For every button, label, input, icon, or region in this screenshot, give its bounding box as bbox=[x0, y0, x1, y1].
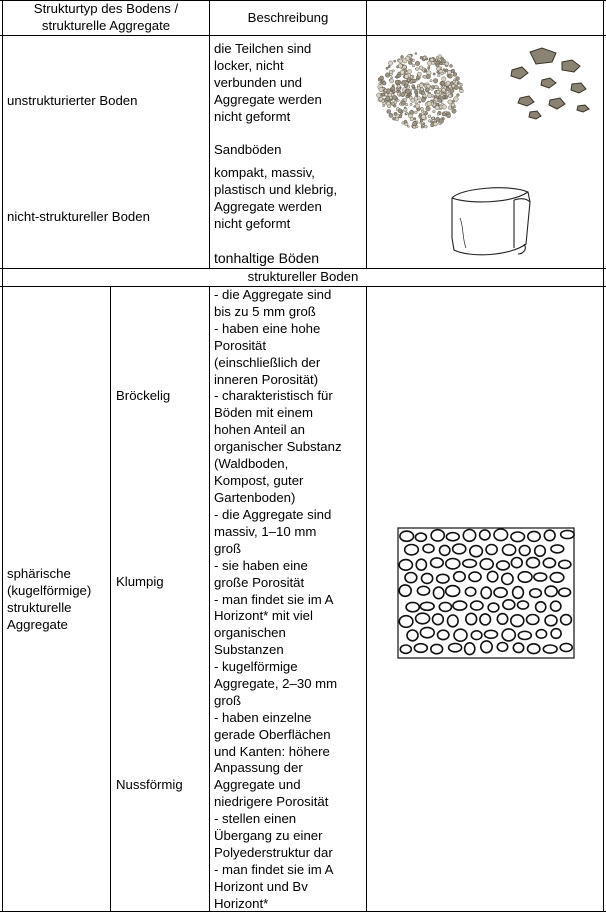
desc-line: Horizont* bbox=[214, 895, 269, 911]
column-divider-sub bbox=[110, 286, 111, 911]
desc-line: groß bbox=[214, 692, 242, 708]
desc-line: (einschließlich der bbox=[214, 354, 321, 370]
desc-line: nicht geformt bbox=[214, 215, 291, 231]
desc-line: die Teilchen sind bbox=[214, 41, 312, 56]
desc-line: groß bbox=[214, 540, 242, 556]
desc-line: organischer Substanz bbox=[214, 439, 342, 455]
header-structure-type-line2: strukturelle Aggregate bbox=[41, 17, 171, 33]
desc-line: - kugelförmige bbox=[214, 659, 298, 674]
desc-line: hohen Anteil an bbox=[214, 422, 305, 438]
row-unstructured-example: Sandböden bbox=[214, 142, 282, 157]
desc-line: Horizont* mit viel bbox=[214, 608, 313, 624]
header-divider bbox=[0, 35, 606, 36]
desc-line: Aggregate werden bbox=[214, 91, 322, 107]
row-nonstructural-label: nicht-struktureller Boden bbox=[7, 209, 150, 224]
table-border-right bbox=[603, 0, 604, 912]
desc-line: Gartenboden) bbox=[214, 489, 296, 505]
desc-line: (Waldboden, bbox=[214, 456, 289, 472]
subtype-name-nussformig: Nussförmig bbox=[116, 777, 183, 792]
desc-line: - die Aggregate sind bbox=[214, 287, 332, 302]
desc-line: Aggregate werden bbox=[214, 198, 322, 214]
header-description: Beschreibung bbox=[247, 10, 329, 25]
spherical-aggregates-illustration bbox=[394, 522, 586, 664]
desc-line: kompakt, massiv, bbox=[214, 165, 315, 180]
desc-line: verbunden und bbox=[214, 74, 302, 90]
desc-line: bis zu 5 mm groß bbox=[214, 303, 316, 319]
desc-line: Aggregate und bbox=[214, 777, 301, 793]
desc-line: - sie haben eine bbox=[214, 557, 308, 573]
desc-line: organischen bbox=[214, 625, 286, 641]
desc-line: nicht geformt bbox=[214, 108, 291, 124]
subtype-name-brockelig: Bröckelig bbox=[116, 388, 171, 403]
column-divider-2-top bbox=[366, 0, 367, 268]
desc-line: gerade Oberflächen bbox=[214, 726, 331, 742]
header-structure-type-line1: Strukturtyp des Bodens / bbox=[33, 1, 179, 16]
sand-aggregate-pieces bbox=[511, 48, 589, 119]
desc-line: massiv, 1–10 mm bbox=[214, 523, 317, 539]
desc-line: - charakteristisch für bbox=[214, 388, 333, 404]
desc-line: Böden mit einem bbox=[214, 405, 313, 421]
header-structure-type bbox=[3, 1, 209, 35]
desc-line: - man findet sie im A bbox=[214, 591, 334, 607]
group-label-line: Aggregate bbox=[7, 616, 68, 632]
sand-soil-illustration bbox=[372, 40, 600, 140]
desc-line: - haben einzelne bbox=[214, 709, 312, 725]
desc-line: Übergang zu einer bbox=[214, 828, 323, 844]
group-label-line: (kugelförmige) bbox=[7, 582, 92, 598]
group-label-line: strukturelle bbox=[7, 599, 72, 615]
subtype-description-nussformig bbox=[214, 659, 337, 913]
desc-line: locker, nicht bbox=[214, 57, 284, 73]
desc-line: - haben eine hohe bbox=[214, 320, 321, 336]
group-label-spherical bbox=[7, 566, 91, 634]
subtype-description-klumpig bbox=[214, 507, 333, 659]
sand-grain-cluster bbox=[377, 53, 464, 129]
column-divider-1-bottom bbox=[209, 286, 210, 911]
desc-line: Anpassung der bbox=[214, 760, 303, 776]
group-label-line: sphärische bbox=[7, 566, 71, 581]
desc-line: Kompost, guter bbox=[214, 472, 304, 488]
desc-line: Substanzen bbox=[214, 642, 284, 658]
subtype-name-klumpig: Klumpig bbox=[116, 574, 164, 589]
row-nonstructural-description bbox=[214, 165, 337, 233]
desc-line: - die Aggregate sind bbox=[214, 507, 332, 522]
column-divider-1-top bbox=[209, 0, 210, 268]
column-divider-2-bottom bbox=[366, 286, 367, 911]
clay-block-illustration bbox=[440, 178, 538, 264]
row-nonstructural-example: tonhaltige Böden bbox=[214, 250, 320, 266]
desc-line: Aggregate, 2–30 mm bbox=[214, 675, 338, 691]
desc-line: Polyederstruktur dar bbox=[214, 844, 333, 860]
desc-line: - stellen einen bbox=[214, 811, 297, 827]
row-unstructured-label: unstrukturierter Boden bbox=[7, 93, 138, 108]
desc-line: große Porosität bbox=[214, 574, 305, 590]
desc-line: Horizont und Bv bbox=[214, 878, 308, 894]
desc-line: und Kanten: höhere bbox=[214, 743, 330, 759]
row-unstructured-description bbox=[214, 41, 322, 126]
table-border-left bbox=[2, 0, 3, 912]
desc-line: - man findet sie im A bbox=[214, 861, 334, 877]
desc-line: niedrigere Porosität bbox=[214, 794, 329, 810]
desc-line: inneren Porosität) bbox=[214, 371, 319, 387]
desc-line: Porosität bbox=[214, 337, 267, 353]
subtype-description-brockelig bbox=[214, 287, 342, 507]
desc-line: plastisch und klebrig, bbox=[214, 181, 338, 197]
section-title: struktureller Boden bbox=[247, 269, 359, 284]
